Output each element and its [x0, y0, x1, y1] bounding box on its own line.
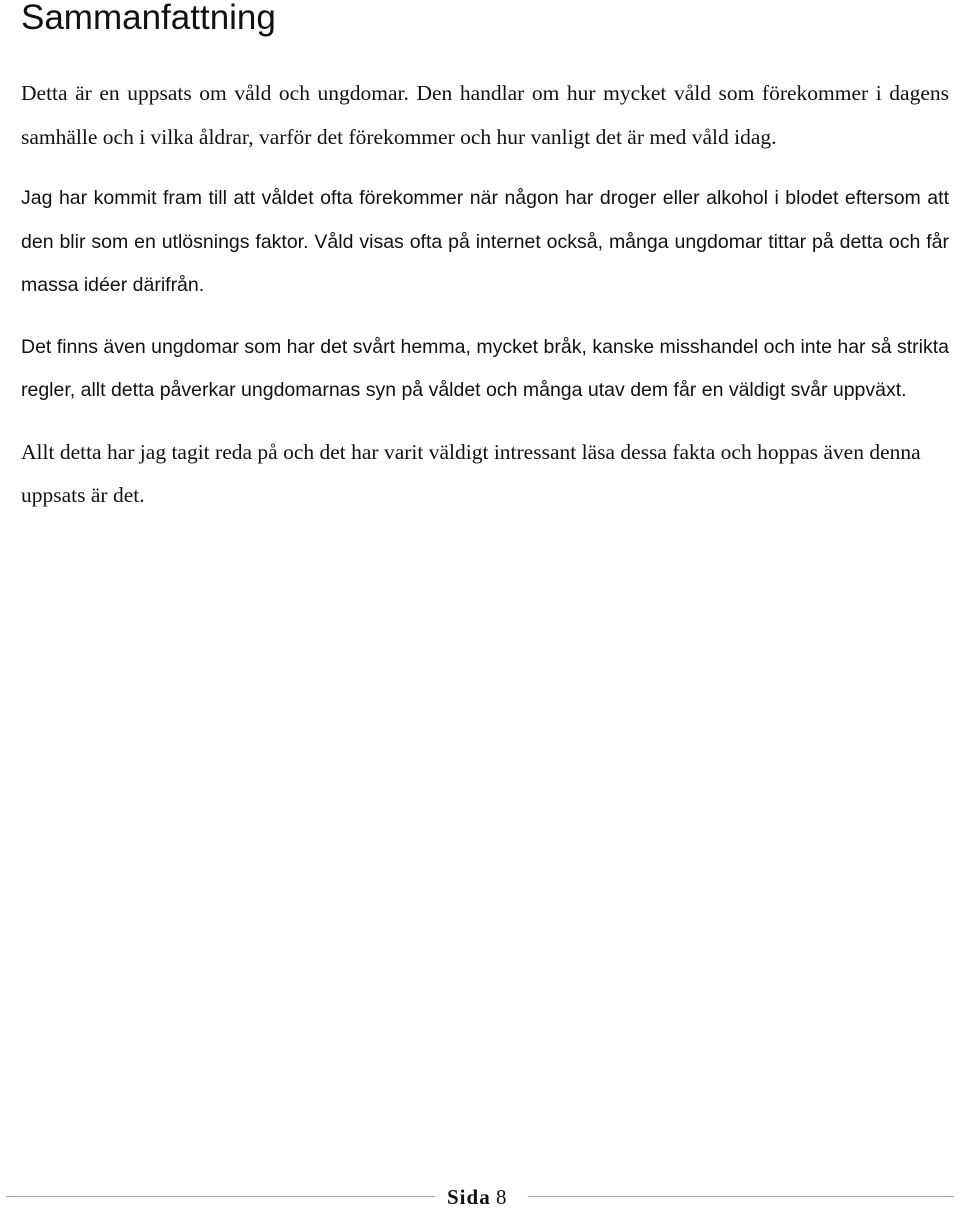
document-body	[21, 72, 949, 536]
paragraph-intro: Detta är en uppsats om våld och ungdomar. Den handlar om hur mycket våld som förekommer i dagens samhälle och i vilka åldrar, varför det förekommer och hur vanligt det är med våld idag.	[21, 81, 949, 149]
page-number-label: Sida	[447, 1185, 491, 1209]
page-title: Sammanfattning	[21, 0, 276, 37]
paragraph-home-environment: Det finns även ungdomar som har det svårt hemma, mycket bråk, kanske misshandel och inte har så strikta regler, allt detta påverkar ungdomarnas syn på våldet och många utav dem får en väldigt svår uppväxt.	[21, 335, 949, 401]
paragraph-closing: Allt detta har jag tagit reda på och det har varit väldigt intressant läsa dessa fakta och hoppas även denna uppsats är det.	[21, 439, 921, 507]
paragraph-conclusion: Jag har kommit fram till att våldet ofta förekommer när någon har droger eller alkohol i blodet eftersom att den blir som en utlösnings faktor. Våld visas ofta på internet också, många ungdomar tittar på detta och får massa idéer därifrån.	[21, 187, 949, 296]
page-footer	[0, 1184, 960, 1210]
page-number-value: 8	[495, 1185, 507, 1209]
footer-rule-left	[6, 1196, 435, 1197]
footer-rule-right	[528, 1196, 954, 1197]
page-number	[447, 1184, 506, 1210]
